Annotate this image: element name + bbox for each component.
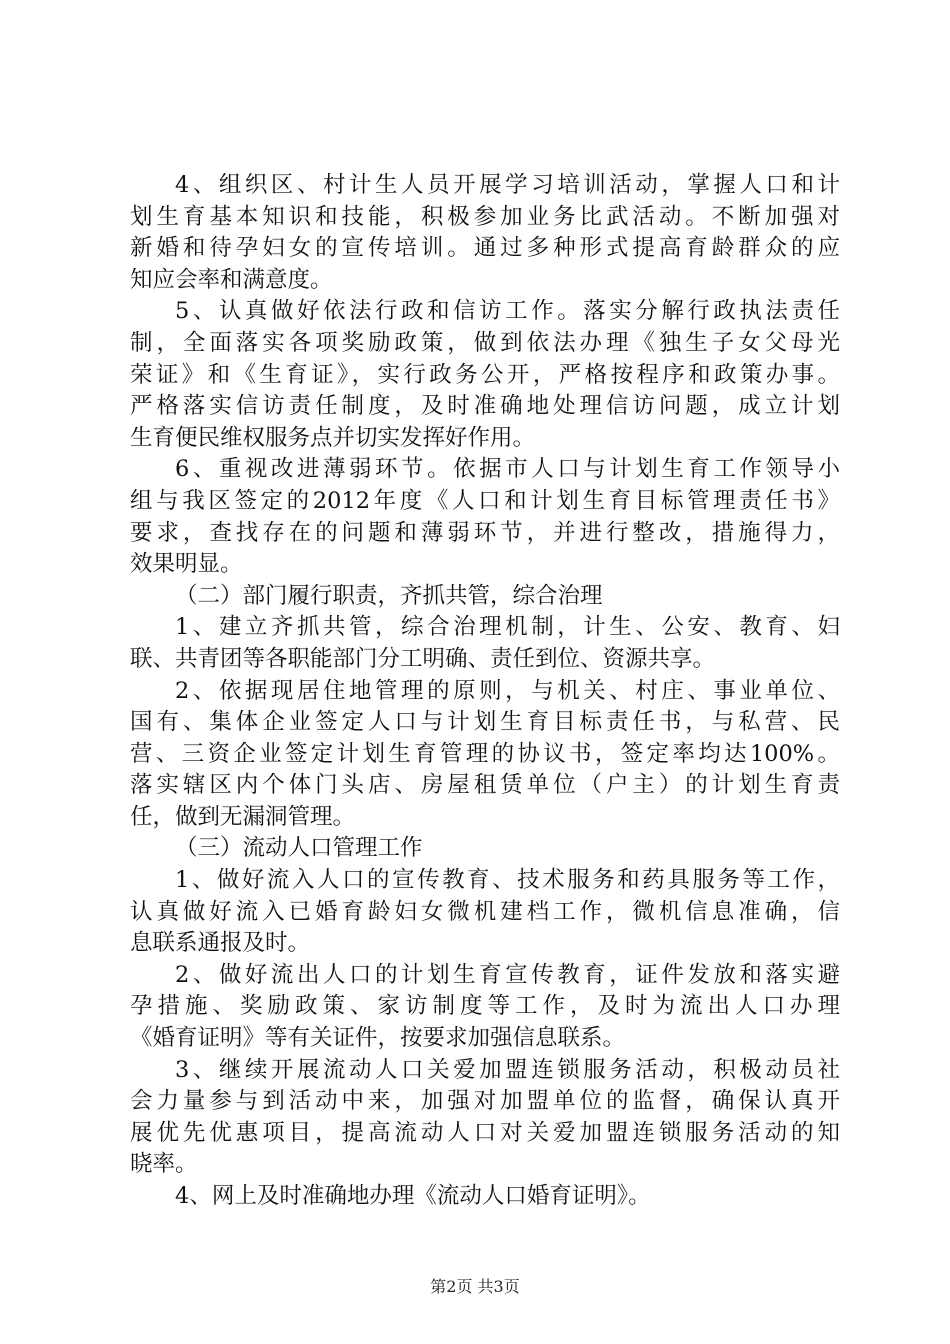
paragraph-line: 新婚和待孕妇女的宣传培训。通过多种形式提高育龄群众的应 [130,235,840,262]
paragraph-line: 联、共青团等各职能部门分工明确、责任到位、资源共享。 [130,645,716,672]
paragraph-line: 展优先优惠项目，提高流动人口对关爱加盟连锁服务活动的知 [130,1119,840,1146]
paragraph-line: 严格落实信访责任制度，及时准确地处理信访问题，成立计划 [130,393,840,420]
document-body [130,170,840,1213]
paragraph-line: 任，做到无漏洞管理。 [130,803,356,830]
section-heading: （二）部门履行职责，齐抓共管，综合治理 [175,582,603,609]
paragraph-line: 晓率。 [130,1151,198,1178]
paragraph-line: 制，全面落实各项奖励政策，做到依法办理《独生子女父母光 [130,329,840,356]
paragraph-line: 知应会率和满意度。 [130,266,333,293]
paragraph-line: 划生育基本知识和技能，积极参加业务比武活动。不断加强对 [130,203,840,230]
paragraph-line: 2、做好流出人口的计划生育宣传教育，证件发放和落实避 [175,961,840,988]
paragraph-line: 孕措施、奖励政策、家访制度等工作，及时为流出人口办理 [130,993,840,1020]
paragraph-line: 6、重视改进薄弱环节。依据市人口与计划生育工作领导小 [175,456,840,483]
paragraph-line: 4、网上及时准确地办理《流动人口婚育证明》。 [175,1183,651,1209]
paragraph-line: 落实辖区内个体门头店、房屋租赁单位（户主）的计划生育责 [130,772,840,799]
page-number-footer: 第2页 共3页 [430,1277,520,1296]
paragraph-line: 会力量参与到活动中来，加强对加盟单位的监督，确保认真开 [130,1088,840,1115]
paragraph-line: 效果明显。 [130,551,243,578]
paragraph-line: 《婚育证明》等有关证件，按要求加强信息联系。 [130,1025,626,1052]
paragraph-line: 国有、集体企业签定人口与计划生育目标责任书，与私营、民 [130,709,840,736]
section-heading: （三）流动人口管理工作 [175,835,423,862]
paragraph-line: 荣证》和《生育证》，实行政务公开，严格按程序和政策办事。 [130,361,840,388]
paragraph-line: 5、认真做好依法行政和信访工作。落实分解行政执法责任 [175,298,840,325]
paragraph-line: 4、组织区、村计生人员开展学习培训活动，掌握人口和计 [175,172,840,198]
paragraph-line: 要求，查找存在的问题和薄弱环节，并进行整改，措施得力， [130,519,840,546]
paragraph-line: 1、做好流入人口的宣传教育、技术服务和药具服务等工作， [175,867,840,894]
paragraph-line: 认真做好流入已婚育龄妇女微机建档工作，微机信息准确，信 [130,898,840,925]
paragraph-line: 组与我区签定的2012年度《人口和计划生育目标管理责任书》 [130,487,840,514]
paragraph-line: 息联系通报及时。 [130,930,311,957]
paragraph-line: 1、建立齐抓共管，综合治理机制，计生、公安、教育、妇 [175,614,840,641]
paragraph-line: 2、依据现居住地管理的原则，与机关、村庄、事业单位、 [175,677,840,704]
paragraph-line: 营、三资企业签定计划生育管理的协议书，签定率均达100%。 [130,740,840,767]
paragraph-line: 3、继续开展流动人口关爱加盟连锁服务活动，积极动员社 [175,1056,840,1083]
paragraph-line: 生育便民维权服务点并切实发挥好作用。 [130,424,536,451]
